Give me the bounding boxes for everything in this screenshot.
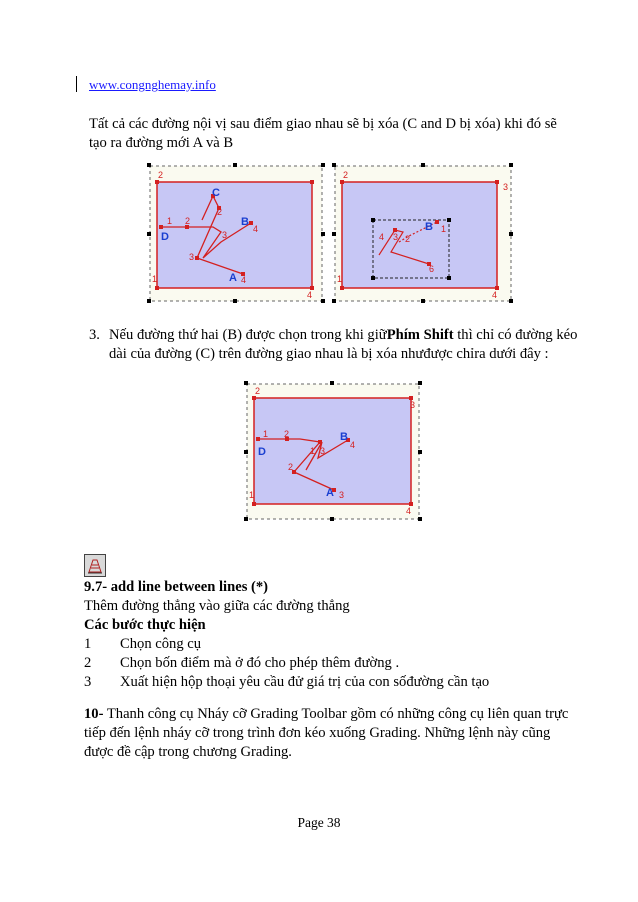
fig2-label-2b: 2	[284, 429, 290, 439]
step-2-num: 2	[84, 655, 92, 671]
fig2-label-1b: 1	[310, 446, 316, 456]
fig2-label-4: 4	[350, 440, 356, 450]
intro-line-2: tạo ra đường mới A và B	[89, 135, 234, 151]
step-3-num: 3	[84, 674, 92, 690]
section-9-7-subtitle: Thêm đường thẳng vào giữa các đường thẳng	[84, 598, 350, 614]
section-10-line-2: tiếp đến lệnh nháy cỡ trong trình đơn kéo xuống Grading. Những lệnh này cũng	[84, 725, 551, 741]
fig2-label-2: 2	[255, 386, 261, 396]
fig2-label-a: A	[326, 487, 334, 499]
figure-1	[147, 160, 519, 308]
fig1-left-label-4: 4	[253, 224, 259, 234]
fig1-left-label-2b: 2	[217, 207, 223, 217]
fig1-right-label-3: 3	[503, 182, 509, 192]
figure-1-right-panel	[332, 163, 513, 303]
step-3-text: Xuất hiện hộp thoại yêu cầu đử giá trị của con sốđường cần tạo	[120, 674, 490, 690]
fig2-label-4b: 4	[406, 506, 412, 516]
fig1-right-label-3b: 3	[393, 232, 399, 242]
fig1-right-label-4: 4	[379, 232, 385, 242]
fig1-left-label-1: 1	[167, 216, 173, 226]
fig2-label-1: 1	[263, 429, 269, 439]
figure-2	[244, 378, 424, 526]
fig1-right-label-1b: 1	[337, 274, 343, 284]
fig1-left-label-2c: 2	[185, 216, 191, 226]
fig2-label-b: B	[340, 431, 348, 443]
fig1-left-label-2: 2	[158, 170, 164, 180]
fig1-right-label-6: 6	[429, 264, 435, 274]
fig1-left-label-3b: 3	[189, 252, 195, 262]
fig1-left-label-d: D	[161, 231, 169, 243]
item-3-line-1: Nếu đường thứ hai (B) được chọn trong khi giữPhím Shift thì chỉ có đường kéo	[109, 327, 578, 343]
fig1-left-label-a: A	[229, 272, 237, 284]
item-3-number: 3.	[89, 327, 100, 343]
fig1-left-label-c: C	[212, 187, 220, 199]
section-10-line-3: được đề cập trong chương Grading.	[84, 744, 292, 760]
step-1-text: Chọn công cụ	[120, 636, 202, 652]
fig1-right-label-1: 1	[441, 224, 447, 234]
fig1-left-label-1b: 1	[152, 274, 158, 284]
fig2-label-3b: 3	[320, 446, 326, 456]
section-10-line-1: 10- Thanh công cụ Nháy cỡ Grading Toolbar gồm có những công cụ liên quan trực	[84, 706, 569, 722]
fig2-label-2c: 2	[288, 462, 294, 472]
fig2-label-d: D	[258, 446, 266, 458]
fig1-right-label-2: 2	[343, 170, 349, 180]
item-3-line-2: dài của đường (C) trên đường giao nhau là bị xóa nhưđược chỉra dưới đây :	[109, 346, 549, 362]
header-rule	[76, 76, 77, 92]
fig1-left-label-4c: 4	[307, 290, 313, 300]
intro-line-1: Tất cả các đường nội vị sau điểm giao nhau sẽ bị xóa (C and D bị xóa) khi đó sẽ	[89, 116, 557, 132]
page-number: Page 38	[297, 815, 341, 830]
figure-1-left-panel	[147, 163, 325, 303]
step-1-num: 1	[84, 636, 92, 652]
grading-icon	[84, 554, 106, 577]
fig2-label-3: 3	[410, 400, 416, 410]
step-2-text: Chọn bốn điểm mà ở đó cho phép thêm đường .	[120, 655, 400, 671]
header-link[interactable]: www.congnghemay.info	[89, 77, 216, 92]
fig1-right-label-b: B	[425, 221, 433, 233]
section-9-7-title: 9.7- add line between lines (*)	[84, 579, 269, 595]
fig1-left-label-b: B	[241, 216, 249, 228]
steps-heading: Các bước thực hiện	[84, 617, 206, 633]
fig1-left-label-3: 3	[222, 230, 228, 240]
fig1-right-label-4b: 4	[492, 290, 498, 300]
fig2-label-1c: 1	[249, 490, 255, 500]
fig1-left-label-4b: 4	[241, 275, 247, 285]
fig2-label-3c: 3	[339, 490, 345, 500]
fig1-right-label-2b: 2	[405, 234, 411, 244]
